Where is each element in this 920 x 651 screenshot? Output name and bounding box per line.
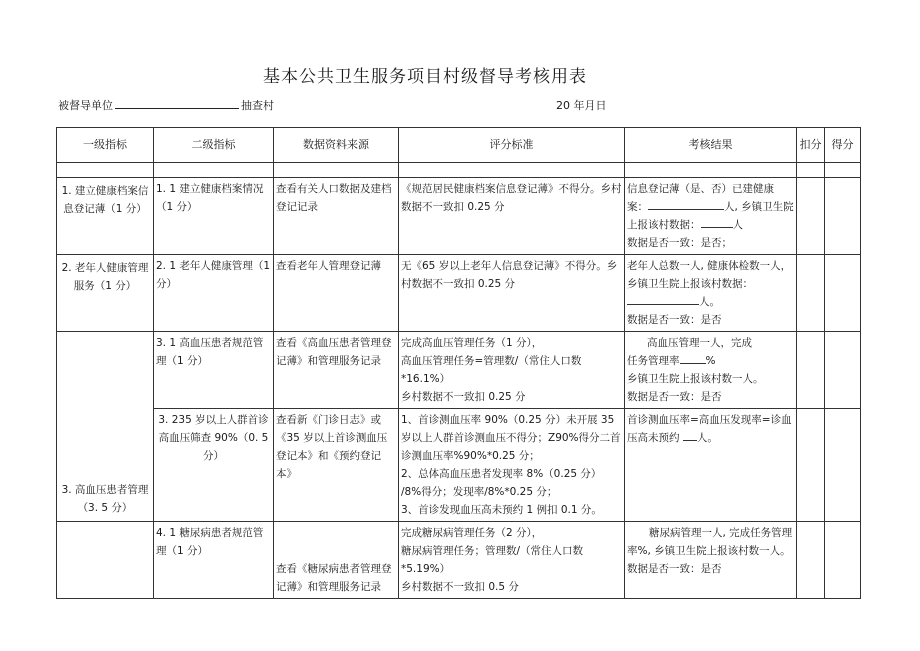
score-cell[interactable] [825, 255, 861, 332]
result-cell: 首诊测血压率=高血压发现率=诊血压高未预约 人。 [625, 409, 797, 522]
result-blank[interactable] [701, 217, 733, 228]
supervised-unit-blank[interactable] [115, 98, 239, 109]
level1-indicator-empty [57, 522, 154, 599]
deduction-cell[interactable] [797, 522, 825, 599]
result-blank[interactable] [648, 199, 724, 210]
table-row [57, 522, 861, 599]
evaluation-table [56, 127, 861, 599]
inspected-village-label: 抽查村 [241, 99, 274, 112]
level1-indicator: 3. 高血压患者管理（3. 5 分） [57, 332, 154, 522]
level1-indicator: 2. 老年人健康管理服务（1 分） [57, 255, 154, 332]
deduction-cell[interactable] [797, 178, 825, 255]
result-cell: 信息登记薄（是、否）已建健康案： 人, 乡镇卫生院上报该村数据： 人 数据是否一致：是否； [625, 178, 797, 255]
result-blank[interactable] [680, 353, 706, 364]
level2-indicator: 3. 1 高血压患者规范管理（1 分） [154, 332, 274, 409]
score-cell[interactable] [825, 522, 861, 599]
level1-indicator: 1. 建立健康档案信息登记薄（1 分） [57, 178, 154, 255]
table-row [57, 255, 861, 332]
table-row [57, 178, 861, 255]
header-level2: 二级指标 [154, 128, 274, 163]
table-row [57, 332, 861, 409]
result-blank[interactable] [627, 294, 699, 305]
spacer-row [57, 163, 861, 178]
scoring-criteria: 完成高血压管理任务（1 分）， 高血压管理任务=管理数/（常住人口数 *16.1%） 乡村数据不一致扣 0.25 分 [399, 332, 625, 409]
date-field: 20 年月日 [556, 99, 607, 112]
supervised-unit-field [58, 97, 274, 113]
scoring-criteria: 1、首诊测血压率 90%（0.25 分）未开展 35 岁以上人群首诊测血压不得分；Z90%得分二首诊测血压率%90%*0.25 分； 2、总体高血压患者发现率 8%（0.25 分） /8%得分；发现率/8%*0.25 分； 3、首诊发现血压高未预约 1 例扣 0.1 分。 [399, 409, 625, 522]
deduction-cell[interactable] [797, 255, 825, 332]
score-cell[interactable] [825, 409, 861, 522]
deduction-cell[interactable] [797, 332, 825, 409]
supervised-unit-label: 被督导单位 [58, 99, 113, 112]
data-source: 查看《高血压患者管理登记薄》和管理服务记录 [274, 332, 399, 409]
result-cell: 糖尿病管理一人, 完成任务管理率%, 乡镇卫生院上报该村数一人。 数据是否一致：是否 [625, 522, 797, 599]
data-source: 查看《糖尿病患者管理登记薄》和管理服务记录 [274, 522, 399, 599]
result-cell: 老年人总数一人, 健康体检数一人，乡镇卫生院上报该村数据： 人。 数据是否一致：是否 [625, 255, 797, 332]
header-deduction: 扣分 [797, 128, 825, 163]
scoring-criteria: 无《65 岁以上老年人信息登记薄》不得分。乡村数据不一致扣 0.25 分 [399, 255, 625, 332]
scoring-criteria: 《规范居民健康档案信息登记薄》不得分。乡村数据不一致扣 0.25 分 [399, 178, 625, 255]
score-cell[interactable] [825, 332, 861, 409]
header-score: 得分 [825, 128, 861, 163]
level2-indicator: 1. 1 建立健康档案情况（1 分） [154, 178, 274, 255]
level2-indicator: 2. 1 老年人健康管理（1 分） [154, 255, 274, 332]
header-level1: 一级指标 [57, 128, 154, 163]
score-cell[interactable] [825, 178, 861, 255]
level2-indicator: 3. 235 岁以上人群首诊高血压筛查 90%（0. 5 分） [154, 409, 274, 522]
table-row [57, 409, 861, 522]
result-blank[interactable] [683, 430, 697, 441]
data-source: 查看新《门诊日志》或《35 岁以上首诊测血压登记本》和《预约登记本》 [274, 409, 399, 522]
scoring-criteria: 完成糖尿病管理任务（2 分）， 糖尿病管理任务；管理数/（常住人口数 *5.19%） 乡村数据不一致扣 0.5 分 [399, 522, 625, 599]
data-source: 查看老年人管理登记薄 [274, 255, 399, 332]
result-cell: 高血压管理一人，完成 任务管理率 % 乡镇卫生院上报该村数一人。 数据是否一致：是否 [625, 332, 797, 409]
table-header-row [57, 128, 861, 163]
level2-indicator: 4. 1 糖尿病患者规范管理（1 分） [154, 522, 274, 599]
deduction-cell[interactable] [797, 409, 825, 522]
page-title: 基本公共卫生服务项目村级督导考核用表 [263, 67, 587, 87]
header-criteria: 评分标准 [399, 128, 625, 163]
header-result: 考核结果 [625, 128, 797, 163]
data-source: 查看有关人口数据及建档登记记录 [274, 178, 399, 255]
header-source: 数据资料来源 [274, 128, 399, 163]
